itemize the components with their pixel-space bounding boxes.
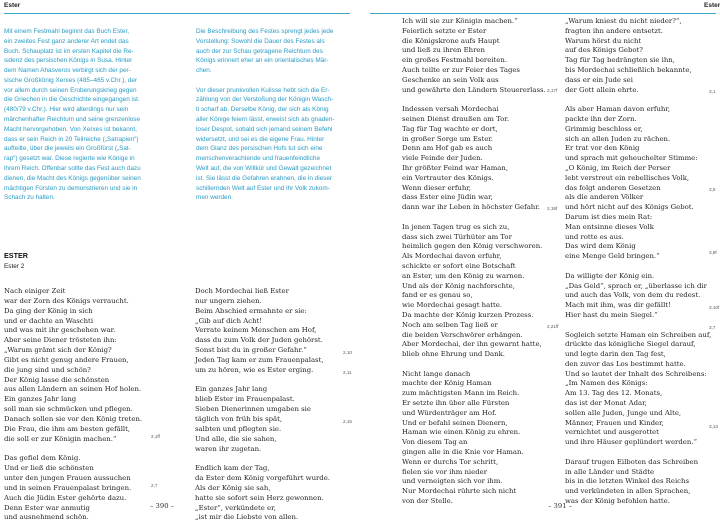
verse-ref: 2,7	[151, 483, 158, 488]
verse-ref: 3,8f	[709, 250, 717, 255]
page-number-left: – 390 –	[150, 502, 175, 510]
page-number-right: – 391 –	[548, 502, 573, 510]
verse-ref: 3,5	[709, 187, 716, 192]
verse-column-2: Doch Mordechai ließ Ester nur ungern ziehen. Beim Abschied ermahnte er sie: „Gib auf dich Acht! Verrate keinem Menschen am Hof, dass du zum Volk der Juden gehörst. Sonst bist du in großer Gefahr.“ Jeden Tag kam er zum Frauenpalast, um zu hören, wie es Ester erging. Ein ganzes Jahr lang blieb Ester im Frauenpalast. Sieben Dienerinnen umgaben sie täglich von früh bis spät, salbten und pflegten sie. Und alle, die sie sahen, waren ihr zugetan. Endlich kam der Tag, da Ester dem König vorgeführt wurde. Als der König sie sah, hatte sie sofort sein Herz gewonnen. „Ester“, verkündete er, „ist mir die Liebste von allen.	[195, 287, 330, 522]
running-head-right: Ester	[704, 2, 720, 9]
intro-text-left-column: Mit einem Festmahl beginnt das Buch Ester, ein zweites Fest ganz anderer Art endet das Buch. Schauplatz ist im ersten Kapitel die Re- sidenz des persischen Königs in Susa. Hinter dem Namen Ahasveros verbirgt sich der per- sische Großkönig Xerxes (485–465 v.Chr.), der vor allem durch seinen Eroberungskrieg gegen die Griechen in die Geschichte eingegangen ist. (480/79 v.Chr.). Hier wird allerdings nur sein märchenhafter Reichtum und seine grenzenlose Macht hervorgehoben. Von Xerxes ist bekannt, dass er sein Reich in 20 Teilreiche („Satrapien“) aufteilte, über die jeweils ein Großfürst („Sat- rap“) gesetzt war. Diese regierte wie Könige in ihrem Reich. Offenbar sollte das Fest auch dazu dienen, die Macht des Königs gegenüber seinen mächtigen Fürsten zu demonstrieren und sie in Schach zu halten.	[4, 28, 141, 202]
intro-text-right-column: Die Beschreibung des Festes sprengt jedes jede Vorstellung: Sowohl die Dauer des Festes als auch der zur Schau getragene Reichtum des Königs erinnert eher an ein orientalisches Mär- chen. Vor dieser prunkvollen Kulisse hebt sich die Er- zählung von der Verstoßung der Königin Wasch- ti scharf ab. Derselbe König, der sich als König aller Könige feiern lässt, erweist sich als gnaden- loser Despot, sobald sich jemand seinem Befehl widersetzt, und sei es die eigene Frau. Hinter dem Glanz des persischen Hofs tut sich eine menschenverachtende und frauenfeindliche Welt auf, die von Willkür und Gewalt gezeichnet ist. Sie lässt die Gefahren erahnen, die in dieser schillernden Welt auf Ester und ihr Volk zukom- men werden.	[196, 28, 335, 202]
verse-ref: 2,11	[343, 370, 352, 375]
verse-ref: 2,15	[343, 419, 352, 424]
verse-ref: 2,19f	[547, 206, 558, 211]
header-rule-right	[370, 13, 716, 14]
verse-ref: 2,17f	[547, 88, 558, 93]
verse-column-2: „Warum kniest du nicht nieder?“, fragten ihn andere entsetzt. Warum hörst du nicht auf des Königs Gebot? Tag für Tag bedrängten sie ihn, bis Mordechai schließlich bekannte, dass er ein Jude sei der Gott allein ehrte. Als aber Haman davon erfuhr, packte ihn der Zorn. Grimmig beschloss er, sich an allen Juden zu rächen. Er trat vor den König und sprach mit geheuchelter Stimme: „O König, im Reich der Perser lebt verstreut ein rebellisches Volk, das folgt anderen Gesetzen als die anderen Völker und hört nicht auf des Königs Gebot. Darum ist dies mein Rat: Man entsinne dieses Volk und rotte es aus. Das wird dem König eine Menge Geld bringen.“ Da willigte der König ein. „Das Geld“, sprach er, „überlasse ich dir und auch das Volk, von dem du redest. Mach mit ihm, was dir gefällt! Hier hast du mein Siegel.“ Sogleich setzte Haman ein Schreiben auf, drückte das königliche Siegel darauf, und legte darin den Tag fest, den zuvor das Los bestimmt hatte. Und so lautet der Inhalt des Schreibens: „Im Namen des Königs: Am 13. Tag des 12. Monats, das ist der Monat Adar, sollen alle Juden, Junge und Alte, Männer, Frauen und Kinder, vernichtet und ausgerottet und ihre Häuser geplündert werden.“ Darauf trugen Eilboten das Schreiben in alle Länder und Städte bis in die letzten Winkel des Reichs und verkündeten in allen Sprachen, was der König befohlen hatte.	[565, 17, 712, 506]
header-rule-left	[4, 13, 350, 14]
verse-column-1: Ich will sie zur Königin machen.“ Feierlich setzte er Ester die Königskrone aufs Haupt und ließ zu ihren Ehren ein großes Festmahl bereiten. Auch teilte er zur Feier des Tages Geschenke an sein Volk aus und gewährte den Ländern Steuererlass. Indessen versah Mordechai seinen Dienst draußen am Tor. Tag für Tag wachte er dort, in großer Sorge um Ester. Denn am Hof gab es auch viele Feinde der Juden. Ihr größter Feind war Haman, ein Vertrauter des Königs. Wenn dieser erfuhr, dass Ester eine Jüdin war, dann war ihr Leben in höchster Gefahr. In jenen Tagen trug es sich zu, dass sich zwei Türhüter am Tor heimlich gegen den König verschworen. Als Mordechai davon erfuhr, schickte er sofort eine Botschaft an Ester, um den König zu warnen. Und als der König nachforschte, fand er es genau so, wie Mordechai gesagt hatte. Da machte der König kurzen Prozess. Noch am selben Tag ließ er die beiden Verschwörer erhängen. Aber Mordechai, der ihn gewarnt hatte, blieb ohne Ehrung und Dank. Nicht lange danach machte der König Haman zum mächtigsten Mann im Reich. Er setzte ihn über alle Fürsten und Würdenträger am Hof. Und er befahl seinen Dienern, Haman wie einen König zu ehren. Von diesem Tag an gingen alle in die Knie vor Haman. Wenn er durchs Tor schritt, fielen sie vor ihm nieder und verneigten sich vor ihm. Nur Mordechai rührte sich nicht von der Stelle.	[402, 17, 546, 506]
verse-ref: 3,13	[709, 424, 718, 429]
verse-column-1: Nach einiger Zeit war der Zorn des Königs verraucht. Da ging der König in sich und er dachte an Waschti und was mit ihr geschehen war. Aber seine Diener trösteten ihn: „Warum grämt sich der König? Gibt es nicht genug andere Frauen, die jung sind und schön? Der König lasse die schönsten aus allen Ländern an seinen Hof holen. Ein ganzes Jahr lang soll man sie schmücken und pflegen. Danach sollen sie vor den König treten. Die Frau, die ihm am besten gefällt, die soll er zur Königin machen.“ Das gefiel dem König. Und er ließ die schönsten unter den jungen Frauen aussuchen und in seinen Frauenpalast bringen. Auch die Jüdin Ester gehörte dazu. Denn Ester war anmutig und ausnehmend schön.	[4, 287, 143, 522]
verse-ref: 3,7	[709, 325, 716, 330]
verse-ref: 2,1ff	[151, 434, 160, 439]
verse-ref: 2,21ff	[547, 324, 559, 329]
verse-ref: 3,10f	[709, 305, 720, 310]
left-page	[0, 0, 360, 522]
verse-ref: 3,1	[709, 89, 716, 94]
section-subtitle: Ester 2	[4, 263, 25, 270]
right-page	[360, 0, 720, 513]
verse-ref: 2,10	[343, 350, 352, 355]
running-head-left: Ester	[4, 2, 21, 9]
section-title: ESTER	[4, 251, 28, 260]
